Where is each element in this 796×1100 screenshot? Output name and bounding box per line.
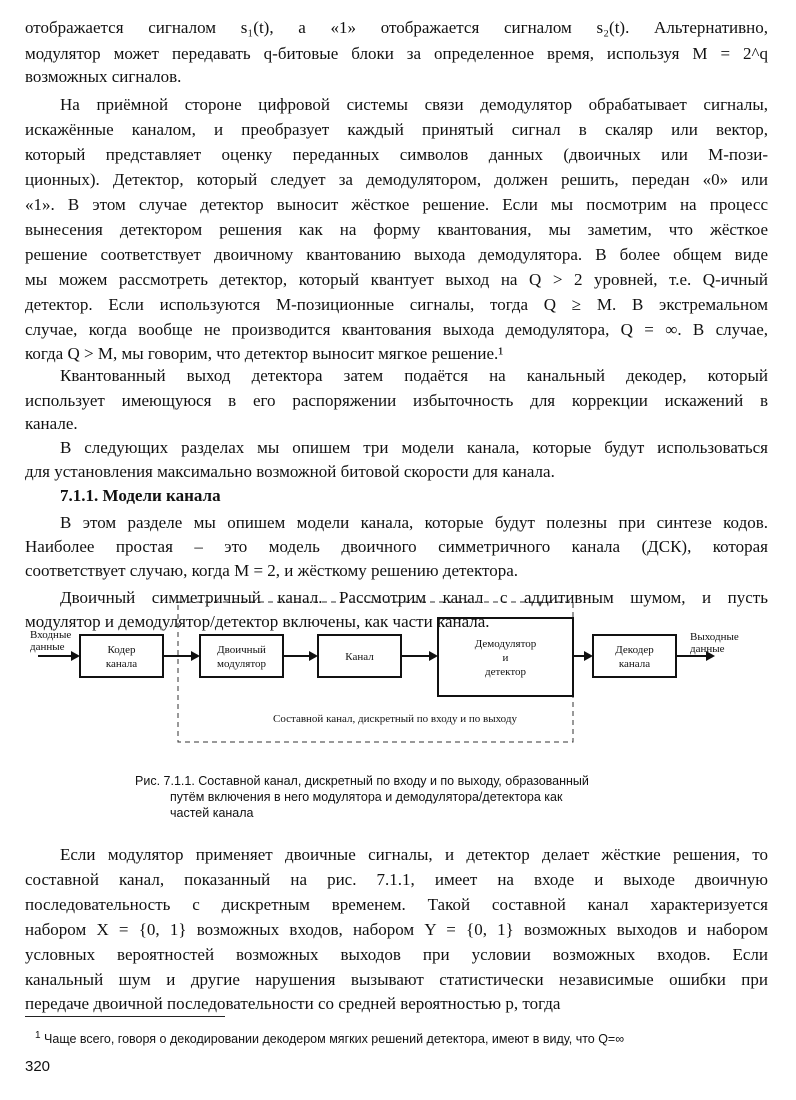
- text-line: составной канал, показанный на рис. 7.1.1, имеет на входе и выходе двоичную: [25, 870, 768, 889]
- text-line: Квантованный выход детектора затем подаётся на канальный декодер, который: [60, 366, 768, 385]
- text-line: искажённые каналом, и преобразует каждый принятый сигнал в скаляр или вектор,: [25, 120, 768, 139]
- block-label: Демодулятор: [474, 638, 537, 650]
- text-line: когда Q > M, мы говорим, что детектор выносит мягкое решение.¹: [25, 344, 504, 363]
- section-heading: 7.1.1. Модели канала: [60, 486, 221, 505]
- text-line: В следующих разделах мы опишем три модели канала, которые будут использоваться: [60, 438, 768, 457]
- page-number: 320: [25, 1058, 51, 1075]
- text-line: использует имеющуюся в его распоряжении избыточность для коррекции искажений в: [25, 391, 768, 410]
- text-line: канальный шум и другие нарушения вызывают статистически независимые ошибки при: [25, 970, 768, 989]
- block-label: детектор: [484, 666, 527, 678]
- output-label: данные: [690, 643, 725, 655]
- text-line: канале.: [25, 414, 78, 433]
- input-label: Входные: [30, 629, 72, 641]
- text-line: условных вероятностей возможных выходов при условии возможных входов. Если: [25, 945, 768, 964]
- text-line: возможных сигналов.: [25, 67, 182, 86]
- block-label: и: [502, 652, 509, 664]
- text-line: Двоичный симметричный канал. Рассмотрим канал с аддитивным шумом, и пусть: [60, 588, 768, 607]
- text-line: «1». В этом случае детектор выносит жёсткое решение. Если мы посмотрим на процесс: [25, 195, 768, 214]
- text-line: который представляет оценку переданных символов данных (двоичных или M-пози-: [25, 145, 768, 164]
- arrow-head-icon: [309, 651, 318, 661]
- caption-line: путём включения в него модулятора и демодулятора/детектора как: [170, 790, 563, 804]
- block-label: канала: [618, 658, 651, 670]
- output-label: Выходные: [690, 631, 739, 643]
- text-line: набором X = {0, 1} возможных входов, набором Y = {0, 1} возможных выходов и набором: [25, 920, 768, 939]
- footnote: $^1$ Чаще всего, говоря о декодировании декодером мягких решений детектора, имеют в виду, что Q=∞: [35, 1030, 625, 1047]
- block-1: [200, 635, 283, 677]
- text-line: В этом разделе мы опишем модели канала, которые будут полезны при синтезе кодов.: [60, 513, 768, 532]
- composite-label: Составной канал, дискретный по входу и по выходу: [273, 713, 517, 725]
- footnote-divider: [25, 1016, 225, 1017]
- block-0: [80, 635, 163, 677]
- text-line: Наиболее простая – это модель двоичного симметричного канала (ДСК), которая: [25, 537, 768, 556]
- caption-line: Рис. 7.1.1. Составной канал, дискретный по входу и по выходу, образованный: [135, 774, 589, 788]
- text-line: ционных). Детектор, который следует за демодулятором, должен решить, передан «0» или: [25, 170, 768, 189]
- block-label: канала: [105, 658, 138, 670]
- block-label: Декодер: [615, 644, 654, 656]
- arrow-head-icon: [584, 651, 593, 661]
- arrow-head-icon: [71, 651, 80, 661]
- text-line: для установления максимально возможной битовой скорости для канала.: [25, 462, 555, 481]
- block-label: модулятор: [217, 658, 266, 670]
- text-line: последовательность с дискретным временем. Такой составной канал характеризуется: [25, 895, 768, 914]
- text-line: модулятор и демодулятор/детектор включены, как части канала.: [25, 612, 490, 631]
- text-line: модулятор может передавать q-битовые блоки за определенное время, используя M = 2^q: [25, 44, 768, 63]
- text-line: На приёмной стороне цифровой системы связи демодулятор обрабатывает сигналы,: [60, 95, 768, 114]
- text-line: Если модулятор применяет двоичные сигналы, и детектор делает жёсткие решения, то: [60, 845, 768, 864]
- text-line: вынесения детектором решения как на форму квантования, мы заметим, что жёсткое: [25, 220, 768, 239]
- text-line: соответствует случаю, когда M = 2, и жёсткому решению детектора.: [25, 561, 518, 580]
- input-label: данные: [30, 641, 65, 653]
- text-line: мы можем рассмотреть детектор, который квантует выход на Q > 2 уровней, т.е. Q-ичный: [25, 270, 768, 289]
- block-label: Канал: [345, 651, 374, 663]
- text-line: детектор. Если используются M-позиционные сигналы, тогда Q ≥ M. В экстремальном: [25, 295, 768, 314]
- text-line: отображается сигналом s₁(t), а «1» отображается сигналом s₂(t). Альтернативно,: [25, 18, 768, 37]
- block-label: Двоичный: [217, 644, 266, 656]
- text-line: решение соответствует двоичному квантованию выхода демодулятора. В более общем виде: [25, 245, 768, 264]
- arrow-head-icon: [191, 651, 200, 661]
- text-line: случае, когда вообще не производится квантования выхода демодулятора, Q = ∞. В случае,: [25, 320, 768, 339]
- caption-line: частей канала: [170, 806, 254, 820]
- block-label: Кодер: [107, 644, 136, 656]
- text-line: передаче двоичной последовательности со средней вероятностью p, тогда: [25, 994, 561, 1013]
- figure-channel-diagram: [0, 590, 796, 770]
- block-4: [593, 635, 676, 677]
- arrow-head-icon: [429, 651, 438, 661]
